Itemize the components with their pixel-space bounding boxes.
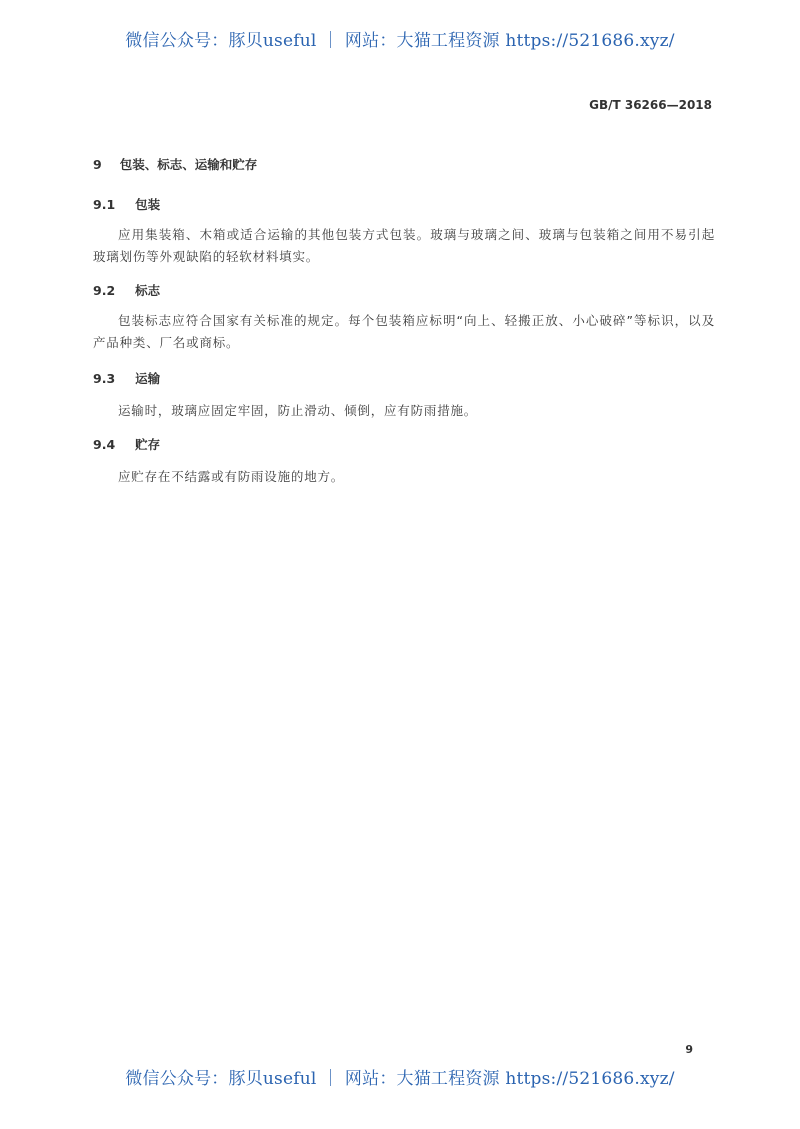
paragraph-storage: 应贮存在不结露或有防雨设施的地方。 [118, 469, 345, 484]
subsection-heading-9-3 [93, 370, 715, 388]
subsection-title: 包装 [135, 197, 161, 212]
subsection-title: 标志 [135, 283, 161, 298]
subsection-heading-9-2 [93, 282, 715, 300]
document-body [93, 156, 715, 488]
subsection-title: 贮存 [135, 437, 161, 452]
paragraph-packaging: 应用集装箱、木箱或适合运输的其他包装方式包装。玻璃与玻璃之间、玻璃与包装箱之间用不易引起玻璃划伤等外观缺陷的轻软材料填实。 [93, 227, 715, 264]
section-title: 包装、标志、运输和贮存 [119, 157, 258, 172]
subsection-number: 9.4 [93, 437, 116, 452]
subsection-number: 9.1 [93, 197, 116, 212]
subsection-heading-9-4 [93, 436, 715, 454]
watermark-top: 微信公众号：豚贝useful ｜ 网站：大猫工程资源 https://521686.xyz/ [125, 31, 675, 51]
paragraph-transport: 运输时，玻璃应固定牢固，防止滑动、倾倒，应有防雨措施。 [118, 403, 478, 418]
subsection-heading-9-1 [93, 196, 715, 214]
subsection-title: 运输 [135, 371, 161, 386]
document-code: GB/T 36266—2018 [589, 98, 712, 112]
section-number: 9 [93, 157, 102, 172]
subsection-number: 9.2 [93, 283, 116, 298]
subsection-number: 9.3 [93, 371, 116, 386]
section-heading [93, 156, 715, 174]
watermark-bottom: 微信公众号：豚贝useful ｜ 网站：大猫工程资源 https://521686.xyz/ [125, 1069, 675, 1089]
page-number: 9 [685, 1043, 693, 1056]
paragraph-marking: 包装标志应符合国家有关标准的规定。每个包装箱应标明“向上、轻搬正放、小心破碎”等标识，以及产品种类、厂名或商标。 [93, 313, 715, 350]
